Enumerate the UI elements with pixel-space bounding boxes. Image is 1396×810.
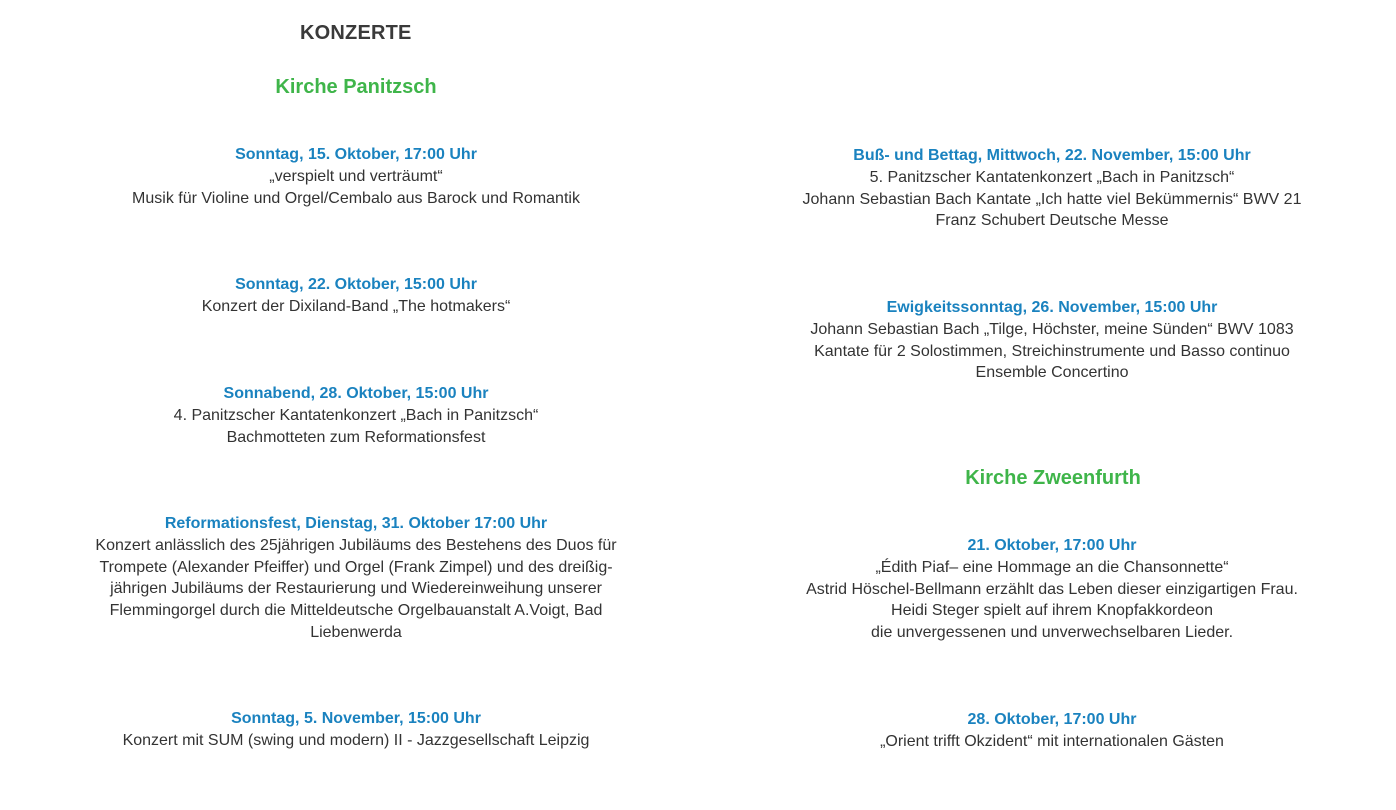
event-line: die unvergessenen und unverwechselbaren Lieder.: [870, 624, 1234, 642]
event-21-oktober-zweenfurth: [752, 535, 1352, 644]
event-line: Konzert anlässlich des 25jährigen Jubiläums des Bestehens des Duos für: [95, 536, 617, 554]
event-22-oktober: [56, 274, 656, 318]
event-line: Konzert mit SUM (swing und modern) II - Jazzgesellschaft Leipzig: [122, 731, 590, 749]
event-line: Franz Schubert Deutsche Messe: [935, 212, 1169, 230]
event-line: „Orient trifft Okzident“ mit internationalen Gästen: [880, 732, 1224, 750]
page-title: KONZERTE: [300, 22, 412, 44]
event-line: Bachmotteten zum Reformationsfest: [226, 428, 486, 446]
event-5-november: [56, 708, 656, 752]
event-line: Flemmingorgel durch die Mitteldeutsche Orgelbauanstalt A.Voigt, Bad: [109, 602, 603, 620]
event-date: Reformationsfest, Dienstag, 31. Oktober 17:00 Uhr: [164, 515, 548, 532]
event-date: Sonnabend, 28. Oktober, 15:00 Uhr: [223, 385, 489, 402]
event-ewigkeitssonntag: [752, 297, 1352, 384]
event-date: Buß- und Bettag, Mittwoch, 22. November, 15:00 Uhr: [853, 147, 1251, 164]
event-28-oktober-sonnabend: [56, 383, 656, 448]
event-line: 5. Panitzscher Kantatenkonzert „Bach in Panitzsch“: [869, 168, 1235, 186]
event-line: Musik für Violine und Orgel/Cembalo aus Barock und Romantik: [132, 189, 580, 207]
event-line: Ensemble Concertino: [975, 364, 1129, 382]
event-date: 28. Oktober, 17:00 Uhr: [967, 711, 1137, 728]
event-line: „verspielt und verträumt“: [269, 167, 443, 185]
event-28-oktober-zweenfurth: [752, 709, 1352, 753]
venue-heading-zweenfurth: Kirche Zweenfurth: [965, 467, 1141, 489]
event-line: „Édith Piaf– eine Hommage an die Chansonnette“: [875, 558, 1229, 576]
event-date: 21. Oktober, 17:00 Uhr: [967, 537, 1137, 554]
event-15-oktober: [56, 144, 656, 209]
event-date: Sonntag, 22. Oktober, 15:00 Uhr: [235, 276, 477, 293]
event-date: Ewigkeitssonntag, 26. November, 15:00 Uhr: [886, 299, 1218, 316]
event-line: jährigen Jubiläums der Restaurierung und Wiedereinweihung unserer: [110, 580, 602, 598]
event-line: Johann Sebastian Bach Kantate „Ich hatte viel Bekümmernis“ BWV 21: [802, 190, 1302, 208]
event-line: Trompete (Alexander Pfeiffer) und Orgel (Frank Zimpel) und des dreißig-: [99, 558, 613, 576]
event-line: Heidi Steger spielt auf ihrem Knopfakkordeon: [891, 602, 1213, 620]
event-date: Sonntag, 15. Oktober, 17:00 Uhr: [235, 146, 477, 163]
event-line: Liebenwerda: [310, 623, 402, 641]
event-line: Astrid Höschel-Bellmann erzählt das Leben dieser einzigartigen Frau.: [806, 580, 1298, 598]
event-line: 4. Panitzscher Kantatenkonzert „Bach in Panitzsch“: [173, 406, 539, 424]
event-buss-und-bettag: [752, 145, 1352, 232]
venue-heading-panitzsch: Kirche Panitzsch: [275, 76, 437, 98]
event-line: Johann Sebastian Bach „Tilge, Höchster, meine Sünden“ BWV 1083: [810, 320, 1294, 338]
event-line: Kantate für 2 Solostimmen, Streichinstrumente und Basso continuo: [814, 342, 1290, 360]
event-reformationsfest: [56, 513, 656, 644]
event-date: Sonntag, 5. November, 15:00 Uhr: [231, 710, 481, 727]
event-line: Konzert der Dixiland-Band „The hotmakers“: [201, 297, 511, 315]
